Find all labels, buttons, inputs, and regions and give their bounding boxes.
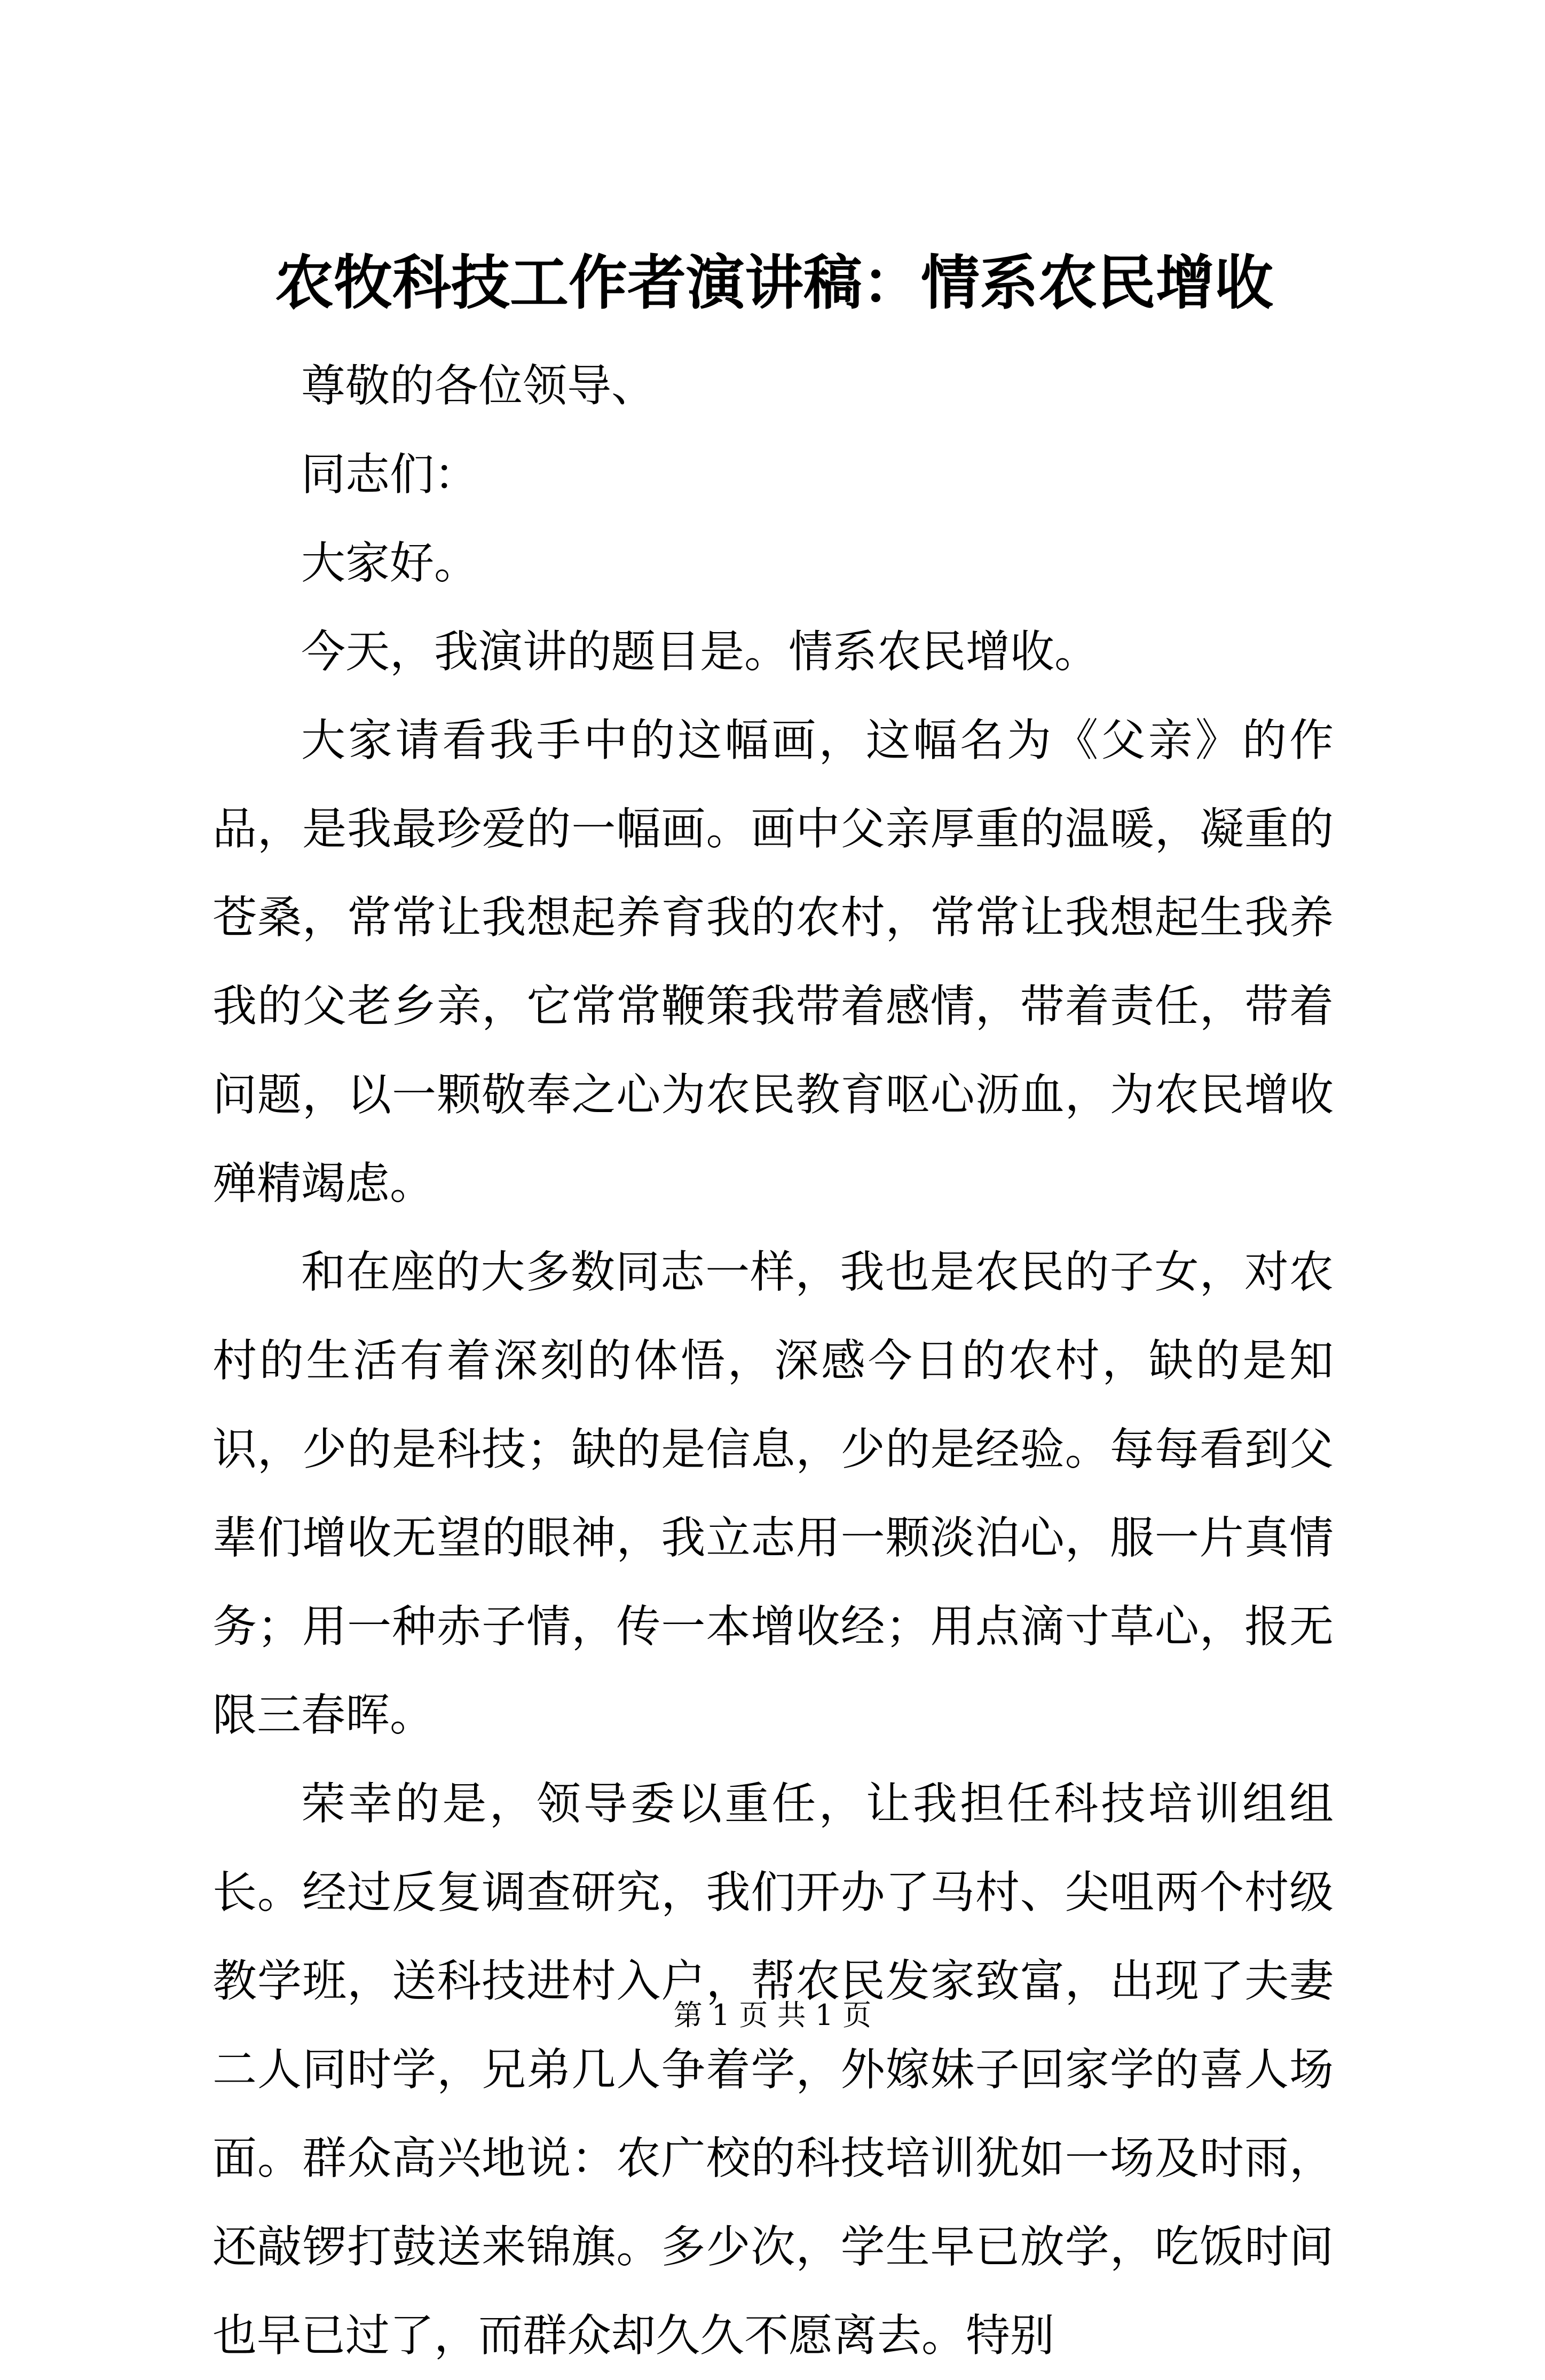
document-body bbox=[212, 342, 1334, 2380]
paragraph-rural-life: 和在座的大多数同志一样，我也是农民的子女，对农村的生活有着深刻的体悟，深感今日的农村，缺的是知识，少的是科技；缺的是信息，少的是经验。每每看到父辈们增收无望的眼神，我立志用一颗淡泊心，服一片真情务；用一种赤子情，传一本增收经；用点滴寸草心，报无限三春晖。 bbox=[212, 1246, 1334, 1741]
document-title: 农牧科技工作者演讲稿：情系农民增收 bbox=[275, 248, 1273, 317]
page-footer: 第 1 页 共 1 页 bbox=[673, 1998, 872, 2032]
paragraph-painting: 大家请看我手中的这幅画，这幅名为《父亲》的作品，是我最珍爱的一幅画。画中父亲厚重的温暖，凝重的苍桑，常常让我想起养育我的农村，常常让我想起生我养我的父老乡亲，它常常鞭策我带着感情，带着责任，带着问题，以一颗敬奉之心为农民教育呕心沥血，为农民增收殚精竭虑。 bbox=[212, 714, 1334, 1209]
paragraph-greeting: 大家好。 bbox=[301, 537, 478, 589]
paragraph-topic: 今天，我演讲的题目是。情系农民增收。 bbox=[301, 626, 1099, 677]
paragraph-training: 荣幸的是，领导委以重任，让我担任科技培训组组长。经过反复调查研究，我们开办了马村、尖咀两个村级教学班，送科技进村入户，帮农民发家致富，出现了夫妻二人同时学，兄弟几人争着学，外嫁妹子回家学的喜人场面。群众高兴地说：农广校的科技培训犹如一场及时雨，还敲锣打鼓送来锦旗。多少次，学生早已放学，吃饭时间也早已过了，而群众却久久不愿离去。特别 bbox=[212, 1778, 1334, 2361]
paragraph-comrades: 同志们： bbox=[301, 448, 478, 500]
paragraph-salutation: 尊敬的各位领导、 bbox=[301, 360, 656, 412]
